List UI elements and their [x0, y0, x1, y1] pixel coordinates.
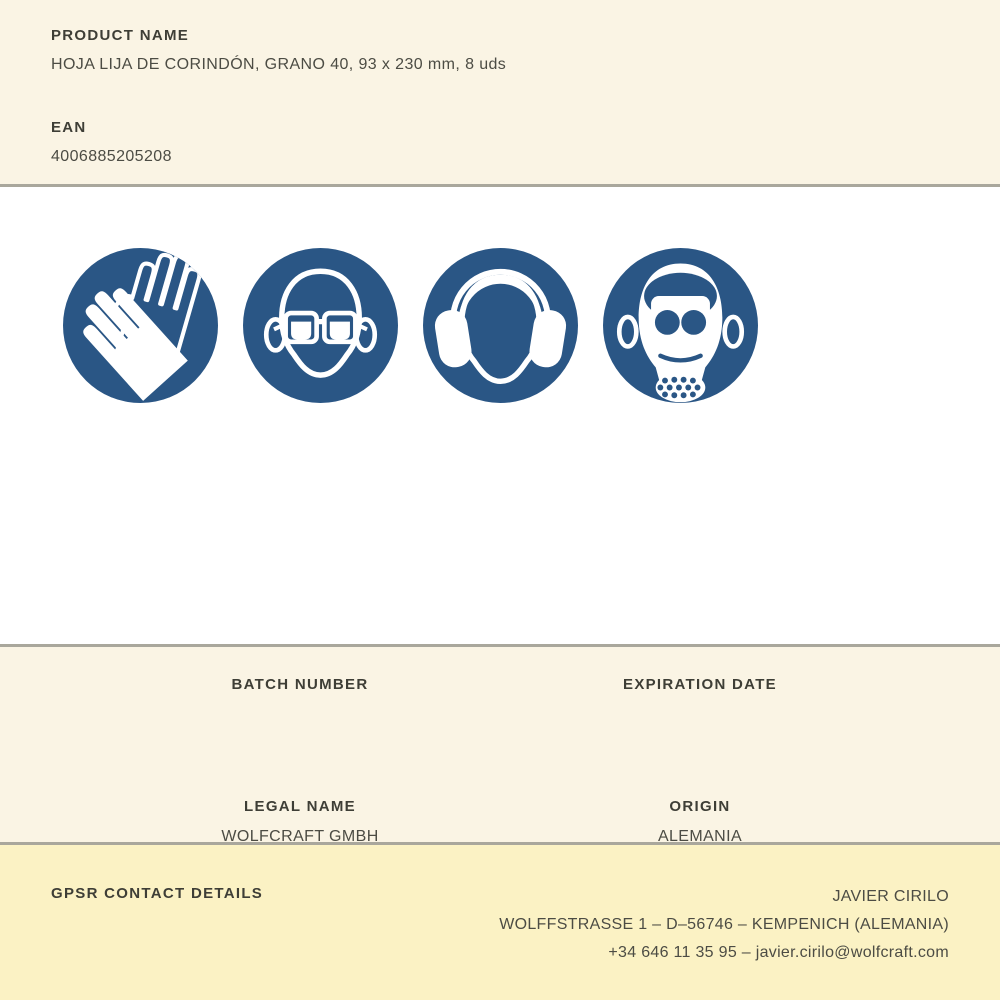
- product-name-value: HOJA LIJA DE CORINDÓN, GRANO 40, 93 x 230 mm, 8 uds: [51, 56, 507, 73]
- legal-name-label: LEGAL NAME: [244, 798, 356, 815]
- wear-ear-protection-icon: [423, 248, 578, 403]
- legal-name-value: WOLFCRAFT GMBH: [221, 828, 379, 845]
- gpsr-contact-label: GPSR CONTACT DETAILS: [51, 885, 264, 902]
- origin-label: ORIGIN: [669, 798, 731, 815]
- batch-number-field: [100, 676, 500, 724]
- ean-value: 4006885205208: [51, 148, 172, 165]
- gpsr-contact-address: WOLFFSTRASSE 1 – D–56746 – KEMPENICH (ALEMANIA): [499, 916, 949, 933]
- origin-value: ALEMANIA: [657, 828, 743, 845]
- expiration-date-label: EXPIRATION DATE: [623, 676, 777, 693]
- batch-number-value: [100, 706, 500, 724]
- legal-name-field: [100, 798, 500, 846]
- product-name-label: PRODUCT NAME: [51, 27, 190, 44]
- batch-expiration-row: [100, 676, 900, 724]
- expiration-date-field: [500, 676, 900, 724]
- gpsr-contact-block: [499, 883, 949, 967]
- origin-field: [500, 798, 900, 846]
- legal-origin-row: [100, 798, 900, 846]
- wear-respiratory-protection-icon: [603, 248, 758, 403]
- details-section: [0, 647, 1000, 845]
- ean-label: EAN: [51, 119, 87, 136]
- gpsr-contact-section: [0, 845, 1000, 1000]
- wear-protective-gloves-icon: [63, 248, 218, 403]
- ean-field: [51, 119, 949, 166]
- expiration-date-value: [500, 706, 900, 724]
- gpsr-contact-name: JAVIER CIRILO: [832, 888, 949, 905]
- product-info-section: [0, 0, 1000, 184]
- gpsr-contact-phone-email: +34 646 11 35 95 – javier.cirilo@wolfcraft.com: [608, 944, 949, 961]
- safety-icons-section: [0, 187, 1000, 644]
- batch-number-label: BATCH NUMBER: [231, 676, 369, 693]
- wear-eye-protection-icon: [243, 248, 398, 403]
- product-name-field: [51, 27, 949, 74]
